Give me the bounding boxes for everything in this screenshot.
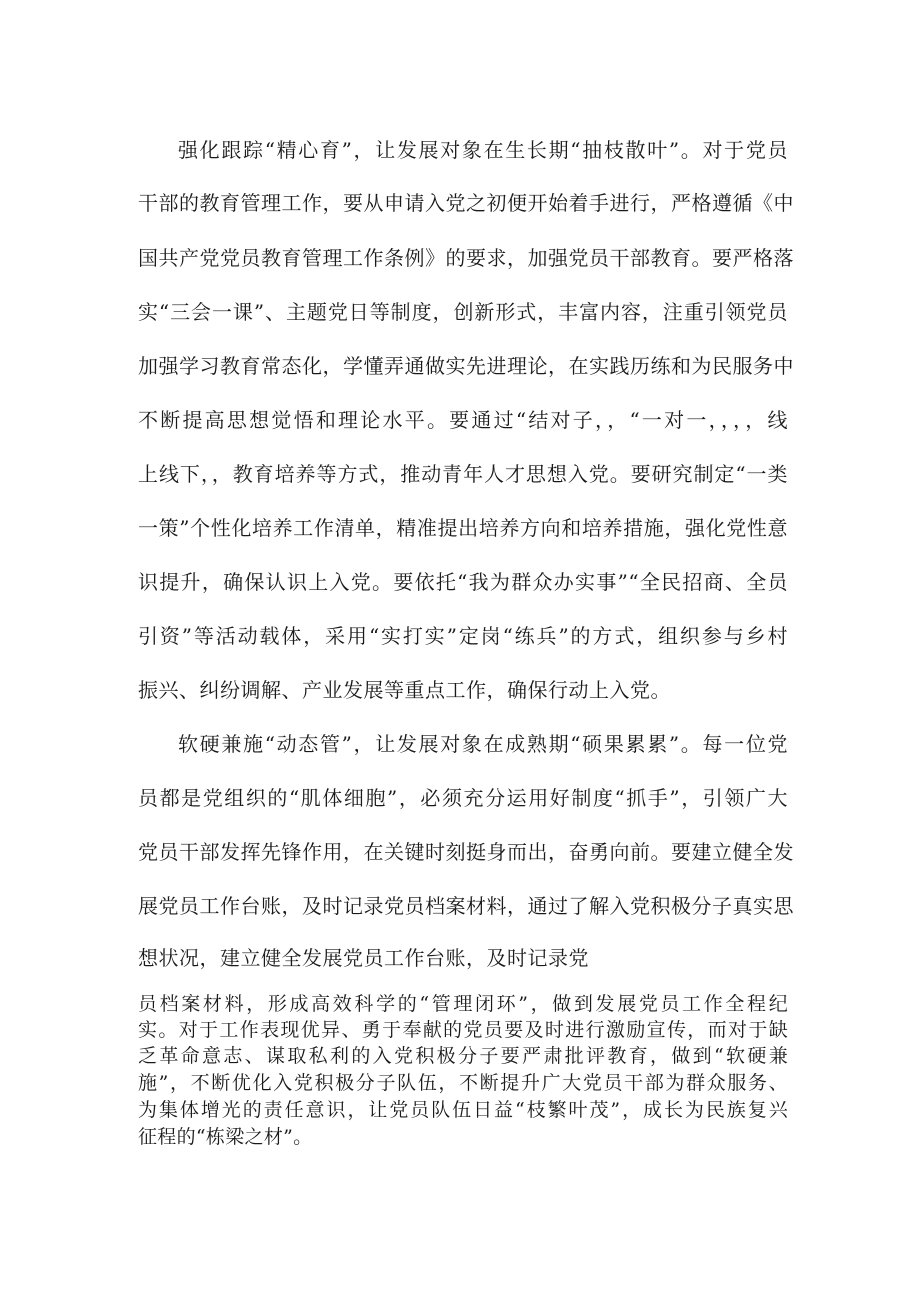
text-line: 乏革命意志、谋取私利的入党积极分子要严肃批评教育，做到“软硬兼 — [138, 1045, 788, 1067]
text-line: 引资”等活动载体，采用“实打实”定岗“练兵”的方式，组织参与乡村 — [138, 624, 788, 648]
text-line: 实“三会一课”、主题党日等制度，创新形式，丰富内容，注重引领党员 — [138, 300, 788, 324]
text-line: 员档案材料，形成高效科学的“管理闭环”，做到发展党员工作全程纪 — [138, 993, 788, 1015]
text-line: 振兴、纠纷调解、产业发展等重点工作，确保行动上入党。 — [138, 678, 671, 702]
text-line: 强化跟踪“精心育”，让发展对象在生长期“抽枝散叶”。对于党员 — [178, 138, 788, 162]
text-line: 加强学习教育常态化，学懂弄通做实先进理论，在实践历练和为民服务中 — [138, 354, 794, 378]
text-line: 一策”个性化培养工作清单，精准提出培养方向和培养措施，强化党性意 — [138, 516, 788, 540]
text-line: 上线下，，教育培养等方式，推动青年人才思想入党。要研究制定“一类 — [138, 462, 788, 486]
text-line: 实。对于工作表现优异、勇于奉献的党员要及时进行激励宣传，而对于缺 — [138, 1019, 788, 1041]
text-line: 识提升，确保认识上入党。要依托“我为群众办实事”“全民招商、全员 — [138, 570, 788, 594]
text-line: 干部的教育管理工作，要从申请入党之初便开始着手进行，严格遵循《中 — [138, 191, 794, 215]
text-line: 党员干部发挥先锋作用，在关键时刻挺身而出，奋勇向前。要建立健全发 — [138, 840, 794, 864]
text-line: 员都是党组织的“肌体细胞”，必须充分运用好制度“抓手”，引领广大 — [138, 786, 788, 810]
text-line: 征程的“栋梁之材”。 — [138, 1126, 313, 1148]
text-line: 软硬兼施“动态管”，让发展对象在成熟期“硕果累累”。每一位党 — [178, 732, 788, 756]
text-line: 不断提高思想觉悟和理论水平。要通过“结对子，，“一对一，，，，线 — [138, 408, 788, 432]
text-line: 施”，不断优化入党积极分子队伍，不断提升广大党员干部为群众服务、 — [138, 1072, 788, 1094]
text-line: 展党员工作台账，及时记录党员档案材料，通过了解入党积极分子真实思 — [138, 894, 794, 918]
text-line: 想状况，建立健全发展党员工作台账，及时记录党 — [138, 946, 589, 970]
text-line: 国共产党党员教育管理工作条例》的要求，加强党员干部教育。要严格落 — [138, 246, 794, 270]
text-line: 为集体增光的责任意识，让党员队伍日益“枝繁叶茂”，成长为民族复兴 — [138, 1099, 788, 1121]
